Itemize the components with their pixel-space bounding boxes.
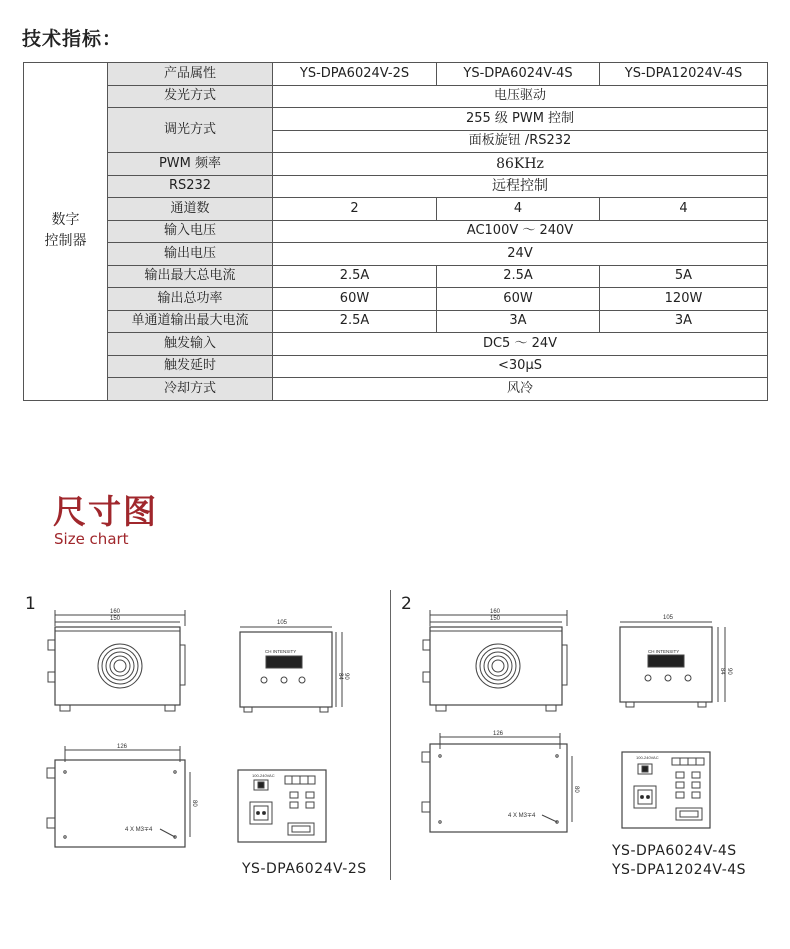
model-label-1: YS-DPA6024V-2S bbox=[242, 861, 367, 877]
panel-label: CH INTENSITY bbox=[265, 649, 297, 654]
drawing-1 bbox=[47, 609, 349, 847]
cell: 4 bbox=[600, 198, 768, 221]
row-label: 调光方式 bbox=[108, 108, 273, 153]
row-label: PWM 频率 bbox=[108, 153, 273, 176]
dim-105: 105 bbox=[277, 620, 288, 626]
terminal-block-icon bbox=[285, 776, 315, 808]
power-switch-icon bbox=[254, 780, 268, 790]
row-label: 触发延时 bbox=[108, 355, 273, 378]
db9-connector-icon bbox=[288, 823, 314, 835]
terminal-block-icon bbox=[672, 758, 704, 798]
spec-title: 技术指标： bbox=[22, 28, 123, 50]
screw-note: 4 X M3∓4 bbox=[125, 827, 153, 833]
back-view bbox=[238, 770, 326, 842]
db9-connector-icon bbox=[676, 808, 702, 820]
cell: 3A bbox=[437, 310, 600, 333]
panel-view bbox=[240, 632, 332, 707]
bottom-view bbox=[430, 744, 567, 832]
header-model-2: YS-DPA6024V-4S bbox=[437, 63, 600, 86]
row-label: 输入电压 bbox=[108, 220, 273, 243]
dim-90: 90 bbox=[726, 668, 732, 675]
dim-150: 150 bbox=[490, 616, 501, 622]
cell: 86KHz bbox=[273, 153, 768, 176]
cell: <30μS bbox=[273, 355, 768, 378]
front-view bbox=[55, 627, 180, 705]
cell: AC100V ～ 240V bbox=[273, 220, 768, 243]
front-view bbox=[430, 627, 562, 705]
power-socket-icon bbox=[250, 802, 272, 824]
bottom-view bbox=[55, 760, 185, 847]
cell: 3A bbox=[600, 310, 768, 333]
power-switch-icon bbox=[638, 764, 652, 774]
group-label-line2: 控制器 bbox=[44, 233, 87, 250]
dim-80: 80 bbox=[191, 800, 197, 807]
fan-grille-icon bbox=[98, 644, 142, 688]
row-label: 冷却方式 bbox=[108, 378, 273, 401]
dim-160: 160 bbox=[490, 609, 501, 615]
model-label-2b: YS-DPA12024V-4S bbox=[612, 862, 747, 878]
drawing-number-2: 2 bbox=[401, 594, 412, 614]
screw-note: 4 X M3∓4 bbox=[508, 813, 536, 819]
header-model-1: YS-DPA6024V-2S bbox=[273, 63, 437, 86]
size-chart-subtitle: Size chart bbox=[54, 530, 129, 548]
cell: 2 bbox=[273, 198, 437, 221]
row-label: 发光方式 bbox=[108, 85, 273, 108]
dim-90: 90 bbox=[343, 673, 349, 680]
header-model-3: YS-DPA12024V-4S bbox=[600, 63, 768, 86]
drawing-number-1: 1 bbox=[25, 594, 36, 614]
cell: 2.5A bbox=[273, 265, 437, 288]
row-label: 通道数 bbox=[108, 198, 273, 221]
size-chart-title: 尺寸图 bbox=[53, 492, 158, 531]
cell: 24V bbox=[273, 243, 768, 266]
dim-160: 160 bbox=[110, 609, 121, 615]
display-screen bbox=[648, 655, 684, 667]
dim-105: 105 bbox=[663, 615, 674, 621]
dim-84: 84 bbox=[719, 668, 725, 675]
cell: 5A bbox=[600, 265, 768, 288]
dim-126: 126 bbox=[493, 731, 504, 737]
back-label: 100-240VAC bbox=[252, 773, 275, 778]
panel-label: CH INTENSITY bbox=[648, 649, 680, 654]
cell: 255 级 PWM 控制 bbox=[273, 108, 768, 131]
cell: 60W bbox=[273, 288, 437, 311]
row-label: 输出电压 bbox=[108, 243, 273, 266]
cell: 4 bbox=[437, 198, 600, 221]
dim-150: 150 bbox=[110, 616, 121, 622]
cell: 2.5A bbox=[273, 310, 437, 333]
cell: 60W bbox=[437, 288, 600, 311]
cell: DC5 ～ 24V bbox=[273, 333, 768, 356]
drawing-2 bbox=[422, 609, 732, 832]
group-label-line1: 数字 bbox=[51, 212, 80, 229]
knob-icon bbox=[645, 675, 691, 681]
row-label: 触发输入 bbox=[108, 333, 273, 356]
row-label: 输出总功率 bbox=[108, 288, 273, 311]
cell: 2.5A bbox=[437, 265, 600, 288]
knob-icon bbox=[261, 677, 305, 683]
dim-84: 84 bbox=[337, 673, 343, 680]
fan-grille-icon bbox=[476, 644, 520, 688]
dim-126: 126 bbox=[117, 744, 128, 750]
cell: 风冷 bbox=[273, 378, 768, 401]
back-label: 100-240VAC bbox=[636, 755, 659, 760]
header-attr: 产品属性 bbox=[108, 63, 273, 86]
row-label: 输出最大总电流 bbox=[108, 265, 273, 288]
display-screen bbox=[266, 656, 302, 668]
power-socket-icon bbox=[634, 786, 656, 808]
cell: 电压驱动 bbox=[273, 85, 768, 108]
row-label: 单通道输出最大电流 bbox=[108, 310, 273, 333]
cell: 远程控制 bbox=[273, 175, 768, 198]
model-label-2a: YS-DPA6024V-4S bbox=[612, 843, 737, 859]
row-label: RS232 bbox=[108, 175, 273, 198]
dim-80: 80 bbox=[573, 786, 579, 793]
cell: 面板旋钮 /RS232 bbox=[273, 130, 768, 153]
cell: 120W bbox=[600, 288, 768, 311]
